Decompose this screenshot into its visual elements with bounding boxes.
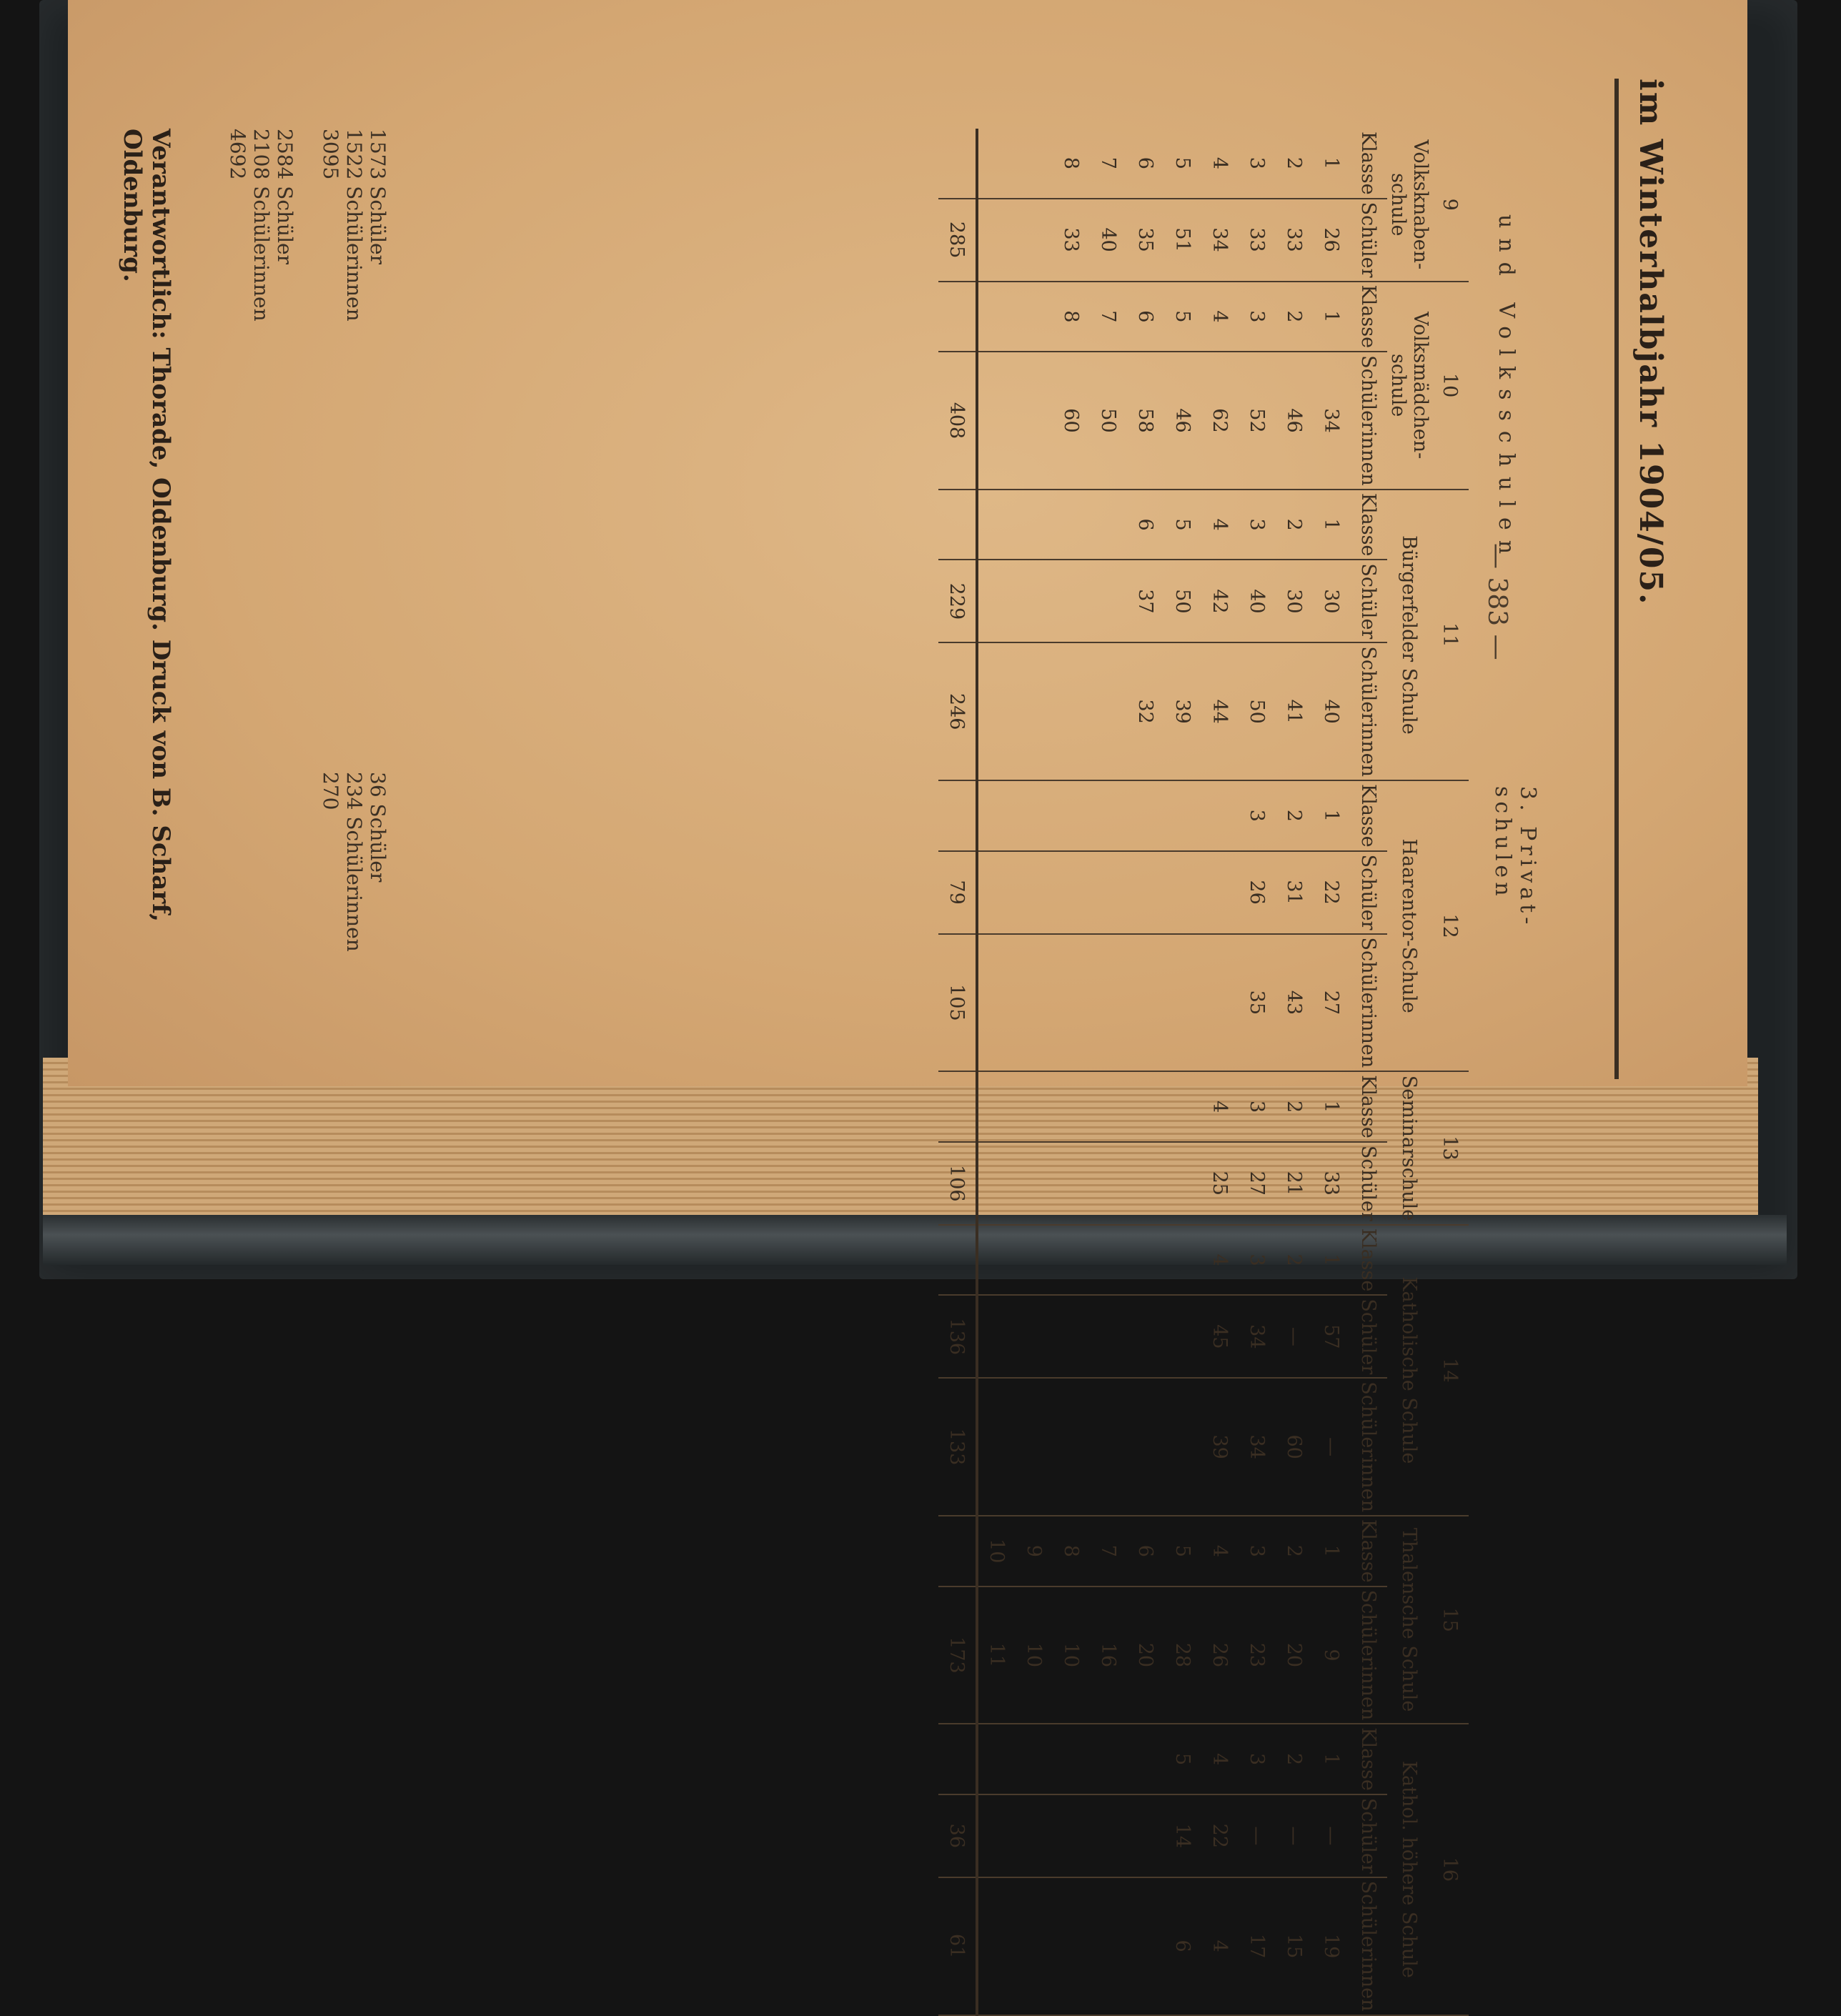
- table-cell: 19: [1313, 1877, 1350, 2015]
- table-cell: [1053, 1295, 1090, 1378]
- table-cell: 6: [1127, 282, 1164, 352]
- table-cell: 50: [1090, 352, 1127, 490]
- column-header: Klasse: [1350, 1071, 1387, 1142]
- table-cell: [1164, 1378, 1201, 1516]
- table-cell: 15: [1276, 1877, 1313, 2015]
- table-cell: [1127, 780, 1164, 851]
- table-cell: [1164, 1295, 1201, 1378]
- table-cell: [1053, 1877, 1090, 2015]
- school-number-row: [1431, 129, 1469, 2015]
- table-cell: 2: [1276, 1724, 1313, 1794]
- table-cell: 4: [1201, 1724, 1239, 1794]
- table-cell: 33: [1053, 199, 1090, 282]
- table-cell: [1090, 780, 1127, 851]
- school-name: Kathol. höhere Schule: [1387, 1724, 1431, 2015]
- table-cell: 62: [1201, 352, 1239, 490]
- column-header: Klasse: [1350, 282, 1387, 352]
- table-cell: 11: [977, 1587, 1016, 1724]
- table-cell: 3: [1239, 1724, 1276, 1794]
- table-cell: 20: [1127, 1587, 1164, 1724]
- table-cell: —: [1276, 1295, 1313, 1378]
- table-cell: [1016, 1877, 1053, 2015]
- table-cell: [1016, 560, 1053, 642]
- school-name: Haarentor-Schule: [1387, 780, 1431, 1071]
- table-cell: 52: [1239, 352, 1276, 490]
- table-cell: [1090, 642, 1127, 780]
- table-cell: [977, 851, 1016, 934]
- table-cell: 7: [1090, 282, 1127, 352]
- table-cell: [1127, 1378, 1164, 1516]
- table-cell: —: [1313, 1794, 1350, 1877]
- table-row: [977, 129, 1016, 2015]
- table-cell: 28: [1164, 1587, 1201, 1724]
- table-cell: 17: [1239, 1877, 1276, 2015]
- table-cell: [1127, 1877, 1164, 2015]
- table-cell: [1127, 1794, 1164, 1877]
- table-cell: [977, 1877, 1016, 2015]
- table-cell: 10: [1016, 1587, 1053, 1724]
- table-row: [1201, 129, 1239, 2015]
- table-cell: 43: [1276, 934, 1313, 1072]
- table-cell: 34: [1239, 1295, 1276, 1378]
- table-cell: [1127, 1142, 1164, 1225]
- table-cell: 8: [1053, 282, 1090, 352]
- table-cell: 27: [1239, 1142, 1276, 1225]
- table-cell: 26: [1201, 1587, 1239, 1724]
- table-cell: [977, 560, 1016, 642]
- table-cell: 5: [1164, 490, 1201, 560]
- table-cell: [1016, 282, 1053, 352]
- table-cell: 3: [1239, 129, 1276, 199]
- table-cell: [977, 1295, 1016, 1378]
- column-header: Klasse: [1350, 780, 1387, 851]
- total-cell: [938, 1071, 977, 1142]
- column-header: Schülerinnen: [1350, 352, 1387, 490]
- column-header: Klasse: [1350, 1225, 1387, 1296]
- table-cell: 50: [1239, 642, 1276, 780]
- table-cell: [1016, 642, 1053, 780]
- total-cell: 36: [938, 1794, 977, 1877]
- table-cell: [1090, 1295, 1127, 1378]
- summary-left-total: 3095: [319, 129, 342, 180]
- school-number: 11: [1431, 490, 1469, 780]
- total-cell: [938, 129, 977, 199]
- table-cell: 3: [1239, 282, 1276, 352]
- table-cell: 1: [1313, 490, 1350, 560]
- column-header: Schülerinnen: [1350, 642, 1387, 780]
- table-cell: [1127, 1225, 1164, 1296]
- table-cell: —: [1313, 1378, 1350, 1516]
- table-cell: [1016, 352, 1053, 490]
- table-cell: [977, 1071, 1016, 1142]
- total-cell: 106: [938, 1142, 977, 1225]
- summary-left: [319, 129, 389, 322]
- school-number: 15: [1431, 1516, 1469, 1724]
- total-cell: [938, 780, 977, 851]
- table-cell: 4: [1201, 1071, 1239, 1142]
- table-cell: 58: [1127, 352, 1164, 490]
- column-header: Schüler: [1350, 1295, 1387, 1378]
- table-cell: 44: [1201, 642, 1239, 780]
- table-cell: [977, 1142, 1016, 1225]
- table-cell: 37: [1127, 560, 1164, 642]
- table-body: [938, 129, 1469, 2015]
- rotated-page-content: [68, 0, 1747, 2012]
- summary-right-total: 270: [319, 772, 342, 810]
- grand-schueler: 2584 Schüler: [273, 129, 297, 264]
- school-name: Bürgerfelder Schule: [1387, 490, 1431, 780]
- table-cell: [977, 1378, 1016, 1516]
- totals-row: [938, 129, 977, 2015]
- table-cell: [1053, 642, 1090, 780]
- school-name: Katholische Schule: [1387, 1225, 1431, 1516]
- table-cell: 40: [1090, 199, 1127, 282]
- table-cell: 1: [1313, 1724, 1350, 1794]
- table-cell: 7: [1090, 129, 1127, 199]
- table-cell: 9: [1016, 1516, 1053, 1587]
- total-cell: 61: [938, 1877, 977, 2015]
- school-number: 14: [1431, 1225, 1469, 1516]
- table-cell: [977, 129, 1016, 199]
- total-cell: [938, 1225, 977, 1296]
- table-cell: [1164, 851, 1201, 934]
- table-cell: 2: [1276, 1516, 1313, 1587]
- summary-right-schueler: 36 Schüler: [366, 772, 389, 883]
- table-cell: [1164, 1071, 1201, 1142]
- table-row: [1313, 129, 1350, 2015]
- table-cell: 22: [1313, 851, 1350, 934]
- book-spine-edge: [43, 1215, 1787, 1265]
- table-cell: 7: [1090, 1516, 1127, 1587]
- summary-left-schueler: 1573 Schüler: [366, 129, 389, 264]
- grand-schuelerinnen: 2108 Schülerinnen: [249, 129, 273, 322]
- table-cell: 26: [1313, 199, 1350, 282]
- table-cell: 60: [1053, 352, 1090, 490]
- total-cell: [938, 1724, 977, 1794]
- table-cell: 39: [1164, 642, 1201, 780]
- table-cell: 42: [1201, 560, 1239, 642]
- table-cell: [1016, 1724, 1053, 1794]
- table-cell: [1127, 851, 1164, 934]
- table-cell: 1: [1313, 1071, 1350, 1142]
- school-number: 13: [1431, 1071, 1469, 1225]
- table-cell: 6: [1127, 129, 1164, 199]
- table-cell: [977, 282, 1016, 352]
- table-cell: 34: [1239, 1378, 1276, 1516]
- column-header: Schüler: [1350, 851, 1387, 934]
- table-cell: [977, 352, 1016, 490]
- table-cell: [1201, 851, 1239, 934]
- column-header: Schüler: [1350, 199, 1387, 282]
- summary-right-schuelerinnen: 234 Schülerinnen: [342, 772, 366, 952]
- table-cell: 20: [1276, 1587, 1313, 1724]
- table-cell: [1016, 199, 1053, 282]
- table-cell: [1090, 490, 1127, 560]
- total-cell: 408: [938, 352, 977, 490]
- table-cell: 4: [1201, 129, 1239, 199]
- table-cell: [1016, 1225, 1053, 1296]
- total-cell: 136: [938, 1295, 977, 1378]
- table-cell: 2: [1276, 282, 1313, 352]
- table-cell: [977, 780, 1016, 851]
- grand-total-value: 4692: [226, 129, 249, 180]
- table-cell: —: [1239, 1794, 1276, 1877]
- table-cell: [1053, 1794, 1090, 1877]
- heading-rule: [1614, 79, 1619, 1079]
- table-cell: 34: [1313, 352, 1350, 490]
- table-cell: 6: [1127, 1516, 1164, 1587]
- table-cell: [1201, 934, 1239, 1072]
- total-cell: 173: [938, 1587, 977, 1724]
- table-cell: 27: [1313, 934, 1350, 1072]
- table-cell: 6: [1127, 490, 1164, 560]
- school-name: Volksmädchen-schule: [1387, 282, 1431, 490]
- table-cell: [1127, 1071, 1164, 1142]
- table-cell: 40: [1313, 642, 1350, 780]
- table-cell: [1127, 934, 1164, 1072]
- table-row: [1127, 129, 1164, 2015]
- column-header: Schüler: [1350, 1142, 1387, 1225]
- table-cell: 26: [1239, 851, 1276, 934]
- total-cell: 133: [938, 1378, 977, 1516]
- table-row: [1016, 129, 1053, 2015]
- table-cell: 1: [1313, 1225, 1350, 1296]
- table-cell: 3: [1239, 780, 1276, 851]
- table-cell: 50: [1164, 560, 1201, 642]
- table-cell: 9: [1313, 1587, 1350, 1724]
- table-cell: [1164, 1142, 1201, 1225]
- school-name: Thalensche Schule: [1387, 1516, 1431, 1724]
- table-cell: 2: [1276, 129, 1313, 199]
- table-cell: 1: [1313, 129, 1350, 199]
- table-cell: 2: [1276, 1071, 1313, 1142]
- table-cell: [1053, 490, 1090, 560]
- table-cell: [1090, 1724, 1127, 1794]
- table-cell: [977, 1724, 1016, 1794]
- table-cell: [1090, 1142, 1127, 1225]
- table-cell: 5: [1164, 282, 1201, 352]
- table-cell: [1090, 1071, 1127, 1142]
- page-number: — 383 —: [1482, 543, 1512, 660]
- school-number: 16: [1431, 1724, 1469, 2015]
- table-cell: [1016, 1378, 1053, 1516]
- table-cell: [1053, 934, 1090, 1072]
- page-heading: im Winterhalbjahr 1904/05.: [1632, 79, 1669, 606]
- table-cell: [977, 642, 1016, 780]
- column-header: Schülerinnen: [1350, 1877, 1387, 2015]
- table-cell: [1164, 780, 1201, 851]
- table-cell: 30: [1276, 560, 1313, 642]
- summary-right: [319, 772, 389, 952]
- table-cell: 32: [1127, 642, 1164, 780]
- table-cell: 3: [1239, 1516, 1276, 1587]
- total-cell: 105: [938, 934, 977, 1072]
- school-number: 12: [1431, 780, 1469, 1071]
- table-cell: —: [1276, 1794, 1313, 1877]
- group-header-volksschulen: und Volksschulen: [1494, 214, 1519, 565]
- table-cell: 3: [1239, 1225, 1276, 1296]
- table-cell: [1016, 851, 1053, 934]
- table-cell: 33: [1239, 199, 1276, 282]
- table-cell: [1053, 1071, 1090, 1142]
- table-cell: 2: [1276, 1225, 1313, 1296]
- table-cell: 1: [1313, 1516, 1350, 1587]
- table-cell: [1164, 1225, 1201, 1296]
- table-cell: [1016, 1142, 1053, 1225]
- school-name: Seminarschule: [1387, 1071, 1431, 1225]
- column-header: Klasse: [1350, 129, 1387, 199]
- total-cell: 79: [938, 851, 977, 934]
- table-cell: [1090, 1794, 1127, 1877]
- table-cell: 14: [1164, 1794, 1201, 1877]
- total-cell: [938, 490, 977, 560]
- table-cell: [1016, 1794, 1053, 1877]
- table-cell: [1127, 1295, 1164, 1378]
- table-cell: 25: [1201, 1142, 1239, 1225]
- table-cell: [1053, 851, 1090, 934]
- table-cell: 8: [1053, 1516, 1090, 1587]
- table-cell: [1090, 1378, 1127, 1516]
- table-cell: [977, 199, 1016, 282]
- table-cell: [1164, 934, 1201, 1072]
- group-header-privatschulen: 3. Privat-schulen: [1490, 786, 1540, 929]
- table-cell: [1090, 1225, 1127, 1296]
- column-header: Schülerinnen: [1350, 934, 1387, 1072]
- table-cell: 4: [1201, 490, 1239, 560]
- column-header: Klasse: [1350, 1516, 1387, 1587]
- table-cell: 2: [1276, 780, 1313, 851]
- table-cell: 35: [1127, 199, 1164, 282]
- table-cell: 10: [1053, 1587, 1090, 1724]
- school-name: Volksknaben-schule: [1387, 129, 1431, 282]
- table-cell: 2: [1276, 490, 1313, 560]
- table-cell: 60: [1276, 1378, 1313, 1516]
- table-cell: [1090, 934, 1127, 1072]
- table-row: [1239, 129, 1276, 2015]
- table-cell: 10: [977, 1516, 1016, 1587]
- table-cell: [1053, 560, 1090, 642]
- column-header: Klasse: [1350, 490, 1387, 560]
- table-cell: 51: [1164, 199, 1201, 282]
- table-cell: 57: [1313, 1295, 1350, 1378]
- school-statistics-table: [938, 129, 1469, 2016]
- table-cell: 3: [1239, 490, 1276, 560]
- column-header: Schüler: [1350, 1794, 1387, 1877]
- table-cell: 41: [1276, 642, 1313, 780]
- school-number: 9: [1431, 129, 1469, 282]
- table-cell: [1090, 851, 1127, 934]
- table-cell: 31: [1276, 851, 1313, 934]
- table-row: [1053, 129, 1090, 2015]
- table-cell: [1053, 1378, 1090, 1516]
- table-cell: 3: [1239, 1071, 1276, 1142]
- table-cell: [1016, 1295, 1053, 1378]
- total-cell: 246: [938, 642, 977, 780]
- table-cell: 16: [1090, 1587, 1127, 1724]
- table-cell: 45: [1201, 1295, 1239, 1378]
- table-cell: [1090, 1877, 1127, 2015]
- book-page: [68, 0, 1747, 2012]
- summary-left-schuelerinnen: 1522 Schülerinnen: [342, 129, 366, 322]
- table-cell: [1090, 560, 1127, 642]
- table-cell: 35: [1239, 934, 1276, 1072]
- table-cell: 6: [1164, 1877, 1201, 2015]
- table-cell: [1016, 934, 1053, 1072]
- table-cell: [977, 934, 1016, 1072]
- table-cell: 1: [1313, 780, 1350, 851]
- table-cell: [1016, 1071, 1053, 1142]
- table-cell: 39: [1201, 1378, 1239, 1516]
- table-cell: [977, 1794, 1016, 1877]
- table-cell: [1016, 780, 1053, 851]
- table-cell: [1016, 490, 1053, 560]
- table-cell: 4: [1201, 1877, 1239, 2015]
- table-row: [1164, 129, 1201, 2015]
- table-cell: 5: [1164, 129, 1201, 199]
- total-cell: 285: [938, 199, 977, 282]
- column-header: Schülerinnen: [1350, 1378, 1387, 1516]
- column-header-row: [1350, 129, 1387, 2015]
- table-cell: 22: [1201, 1794, 1239, 1877]
- column-header: Schülerinnen: [1350, 1587, 1387, 1724]
- table-cell: 4: [1201, 1225, 1239, 1296]
- table-cell: [1053, 1142, 1090, 1225]
- table-cell: [1127, 1724, 1164, 1794]
- school-number: 10: [1431, 282, 1469, 490]
- grand-total: [226, 129, 297, 322]
- table-cell: 23: [1239, 1587, 1276, 1724]
- table-cell: 21: [1276, 1142, 1313, 1225]
- school-name-row: [1387, 129, 1431, 2015]
- table-cell: 33: [1313, 1142, 1350, 1225]
- table-cell: [1053, 1225, 1090, 1296]
- table-cell: 40: [1239, 560, 1276, 642]
- table-cell: 30: [1313, 560, 1350, 642]
- table-cell: [977, 1225, 1016, 1296]
- total-cell: [938, 1516, 977, 1587]
- total-cell: 229: [938, 560, 977, 642]
- table-row: [1090, 129, 1127, 2015]
- table-cell: 5: [1164, 1516, 1201, 1587]
- table-row: [1276, 129, 1313, 2015]
- table-cell: 1: [1313, 282, 1350, 352]
- total-cell: [938, 282, 977, 352]
- table-cell: [1201, 780, 1239, 851]
- table-cell: 34: [1201, 199, 1239, 282]
- table-cell: 46: [1164, 352, 1201, 490]
- table-cell: [1053, 1724, 1090, 1794]
- column-header: Schüler: [1350, 560, 1387, 642]
- table-cell: 5: [1164, 1724, 1201, 1794]
- table-cell: 8: [1053, 129, 1090, 199]
- table-cell: 4: [1201, 282, 1239, 352]
- table-cell: 33: [1276, 199, 1313, 282]
- table-cell: [1016, 129, 1053, 199]
- table-cell: [1053, 780, 1090, 851]
- table-cell: 46: [1276, 352, 1313, 490]
- imprint-footer: Verantwortlich: Thorade, Oldenburg. Druck von B. Scharf, Oldenburg.: [118, 129, 175, 922]
- column-header: Klasse: [1350, 1724, 1387, 1794]
- table-cell: 4: [1201, 1516, 1239, 1587]
- table-cell: [977, 490, 1016, 560]
